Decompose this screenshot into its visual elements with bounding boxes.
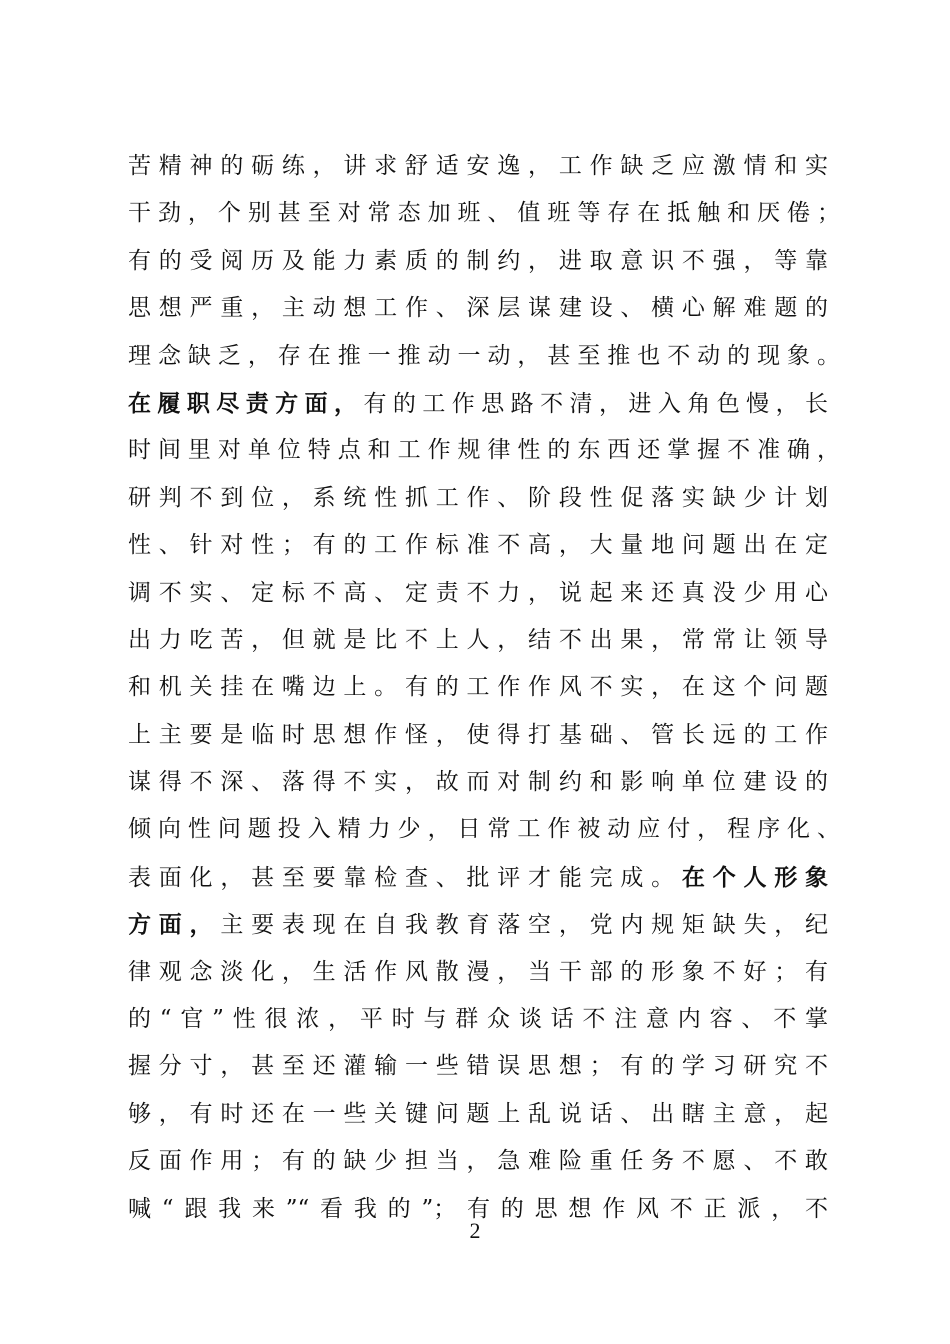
text-line: 有的受阅历及能力素质的制约，进取意识不强，等靠 [128, 247, 828, 274]
text-span: 有的工作思路不清，进入角色慢，长 [363, 390, 829, 417]
text-line: 握分寸，甚至还灌输一些错误思想；有的学习研究不 [128, 1053, 828, 1080]
page-number: 2 [469, 1218, 481, 1243]
text-line: 谋得不深、落得不实，故而对制约和影响单位建设的 [128, 769, 828, 796]
text-line: 和机关挂在嘴边上。有的工作作风不实，在这个问题 [128, 674, 828, 701]
text-line: 够，有时还在一些关键问题上乱说话、出瞎主意，起 [128, 1100, 828, 1127]
text-line: 研判不到位，系统性抓工作、阶段性促落实缺少计划 [128, 484, 828, 511]
text-line: 的“官”性很浓，平时与群众谈话不注意内容、不掌 [128, 1006, 828, 1033]
text-line: 出力吃苦，但就是比不上人，结不出果，常常让领导 [128, 626, 828, 653]
text-line: 思想严重，主动想工作、深层谋建设、横心解难题的 [128, 295, 828, 322]
text-span: 主要表现在自我教育落空，党内规矩缺失，纪 [220, 912, 829, 939]
text-span: 表面化，甚至要靠检查、批评才能完成。 [128, 864, 682, 891]
text-line: 时间里对单位特点和工作规律性的东西还掌握不准确， [128, 437, 840, 464]
text-line: 倾向性问题投入精力少，日常工作被动应付，程序化、 [128, 816, 840, 843]
text-line: 喊“跟我来”“看我的”；有的思想作风不正派，不 [128, 1195, 828, 1222]
section-heading-duty: 在履职尽责方面， [128, 389, 364, 417]
text-line: 反面作用；有的缺少担当，急难险重任务不愿、不敢 [128, 1148, 828, 1175]
body-text [128, 143, 840, 1233]
text-line [128, 901, 828, 948]
text-line [128, 380, 828, 427]
text-line: 干劲，个别甚至对常态加班、值班等存在抵触和厌倦； [128, 200, 840, 227]
section-heading-image-cont: 方面， [128, 911, 221, 939]
text-line [128, 854, 828, 901]
text-line: 理念缺乏，存在推一推动一动，甚至推也不动的现象。 [128, 342, 840, 369]
text-line: 律观念淡化，生活作风散漫，当干部的形象不好；有 [128, 958, 828, 985]
section-heading-image: 在个人形象 [681, 863, 829, 891]
text-line: 上主要是临时思想作怪，使得打基础、管长远的工作 [128, 721, 828, 748]
text-line: 苦精神的砺练，讲求舒适安逸，工作缺乏应激情和实 [128, 153, 828, 179]
text-line: 调不实、定标不高、定责不力，说起来还真没少用心 [128, 579, 828, 606]
text-line: 性、针对性；有的工作标准不高，大量地问题出在定 [128, 532, 828, 559]
